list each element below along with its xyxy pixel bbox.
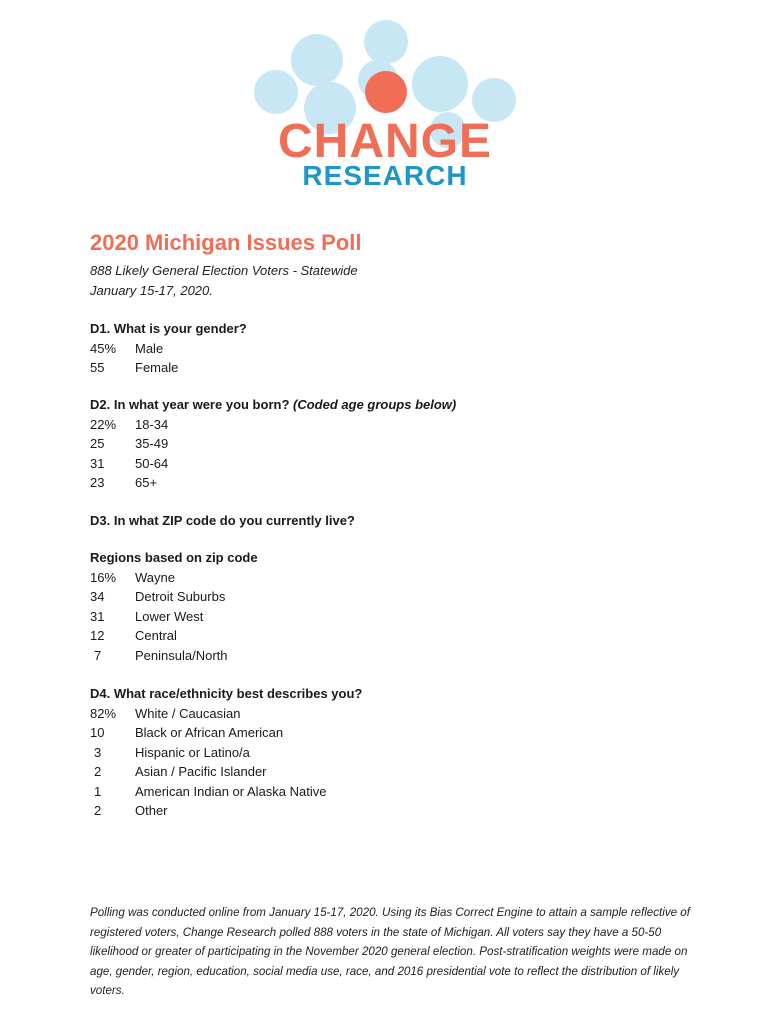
result-row	[90, 568, 710, 587]
result-row	[90, 434, 710, 453]
logo-bubble	[412, 56, 468, 112]
result-value: 34	[90, 589, 105, 605]
result-row	[90, 704, 710, 723]
result-value: 12	[90, 628, 105, 644]
question-title-line	[90, 394, 710, 415]
change-research-logo	[0, 0, 770, 200]
logo-bubble	[254, 70, 298, 114]
result-value: 2	[94, 764, 102, 780]
page-title: 2020 Michigan Issues Poll	[90, 230, 362, 255]
question-d3-zip	[90, 510, 710, 531]
question-title: D2. In what year were you born?	[90, 397, 290, 412]
poll-sample-description: 888 Likely General Election Voters - Statewide	[90, 263, 358, 278]
result-value: 1	[94, 783, 102, 799]
logo-bubble	[364, 20, 408, 64]
result-row	[90, 782, 710, 801]
result-value: 25	[90, 436, 105, 452]
result-row	[90, 607, 710, 626]
result-value: 3	[94, 744, 102, 760]
result-row	[90, 587, 710, 606]
result-value: 7	[94, 647, 102, 663]
result-label: Black or African American	[135, 725, 284, 741]
result-value: 10	[90, 725, 105, 741]
question-d1-gender	[90, 318, 710, 378]
result-value: 31	[90, 455, 105, 471]
poll-dates: January 15-17, 2020.	[90, 283, 213, 298]
result-label: Hispanic or Latino/a	[135, 744, 250, 760]
result-label: Peninsula/North	[135, 647, 228, 663]
result-label: Asian / Pacific Islander	[135, 764, 267, 780]
result-label: 65+	[135, 475, 158, 491]
result-value: 23	[90, 475, 105, 491]
logo-text-change: CHANGE	[277, 115, 492, 168]
result-row	[90, 723, 710, 742]
logo-accent-dot	[365, 71, 407, 113]
question-title: D3. In what ZIP code do you currently live?	[90, 513, 355, 528]
result-label: 35-49	[135, 436, 169, 452]
result-label: White / Caucasian	[135, 706, 241, 721]
result-label: Lower West	[135, 608, 204, 624]
result-label: Wayne	[135, 570, 175, 585]
logo-bubble	[291, 34, 343, 86]
result-row	[90, 646, 710, 665]
result-value: 82%	[90, 706, 117, 721]
result-row	[90, 358, 710, 377]
result-row	[90, 743, 710, 762]
logo-text-research: RESEARCH	[302, 160, 468, 191]
regions-by-zip	[90, 547, 710, 665]
section-title: Regions based on zip code	[90, 550, 258, 565]
result-value: 55	[90, 360, 105, 376]
result-label: American Indian or Alaska Native	[135, 783, 327, 799]
result-row	[90, 454, 710, 473]
result-value: 16%	[90, 570, 117, 585]
result-value: 22%	[90, 417, 117, 432]
result-row	[90, 762, 710, 781]
result-value: 45%	[90, 341, 117, 356]
result-label: 18-34	[135, 417, 169, 432]
question-d4-race	[90, 683, 710, 820]
question-note: (Coded age groups below)	[293, 397, 457, 412]
result-row	[90, 473, 710, 492]
result-row	[90, 626, 710, 645]
result-row	[90, 339, 710, 358]
result-label: Central	[135, 628, 177, 644]
result-row	[90, 415, 710, 434]
result-label: Female	[135, 360, 179, 376]
result-label: Other	[135, 802, 168, 818]
result-row	[90, 801, 710, 820]
question-title: D4. What race/ethnicity best describes you?	[90, 686, 363, 701]
result-label: Male	[135, 341, 164, 356]
result-value: 2	[94, 802, 102, 818]
methodology-footnote: Polling was conducted online from January 15-17, 2020. Using its Bias Correct Engine to attain a sample reflective of registered voters, Change Research polled 888 voters in the state of Michigan. All voters say they have a 50-50 likelihood or greater of participating in the November 2020 general election. Post-stratification weights were made on age, gender, region, education, social media use, race, and 2016 presidential vote to reflect the distribution of likely voters.	[90, 906, 690, 997]
result-label: Detroit Suburbs	[135, 589, 226, 605]
result-label: 50-64	[135, 455, 169, 471]
question-title: D1. What is your gender?	[90, 321, 247, 336]
question-d2-age	[90, 394, 710, 493]
result-value: 31	[90, 608, 105, 624]
